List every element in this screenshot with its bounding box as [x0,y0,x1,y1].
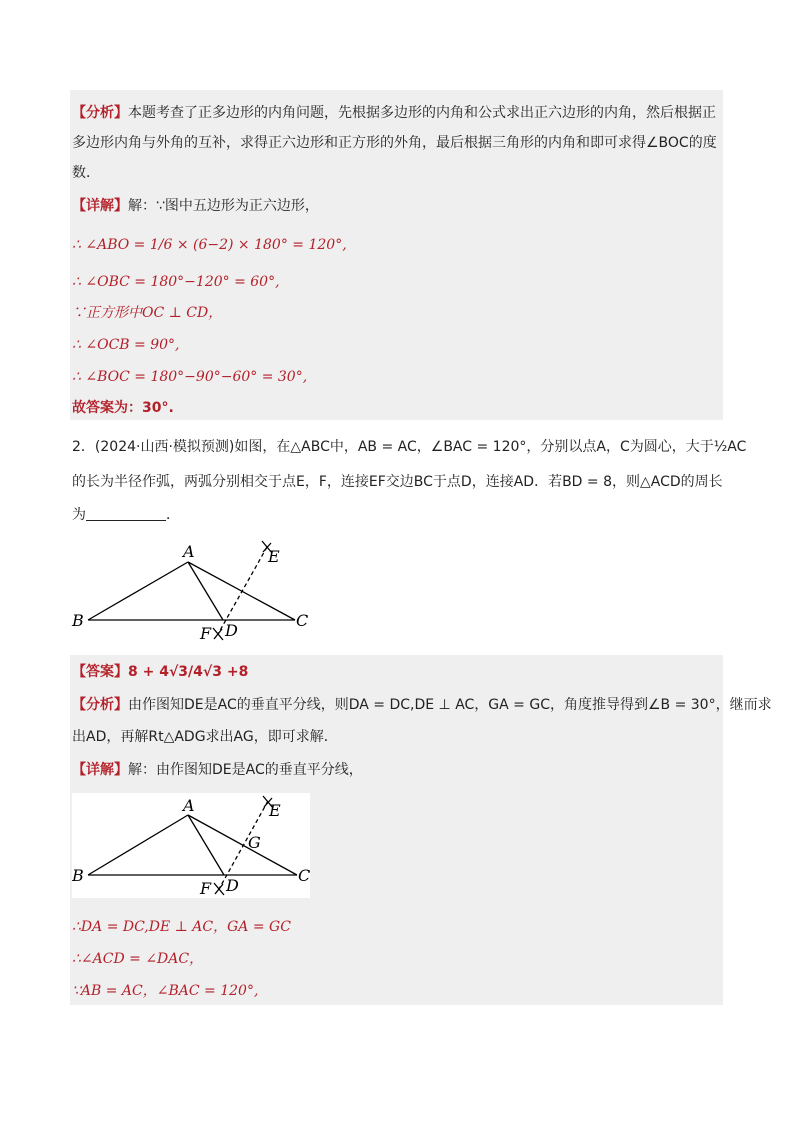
answer-blank [86,506,166,521]
detail-text: 解：∵图中五边形为正六边形， [128,198,319,214]
label-a: A [183,796,195,815]
solution-detail-tag: 【详解】 [72,762,128,778]
triangle-figure-1 [70,535,320,645]
solution-analysis-line2: 出AD，再解Rt△ADG求出AG，即可求解． [72,729,338,745]
segment-ab [88,562,188,620]
solution-analysis-tag: 【分析】 [72,697,128,713]
prev-step-4: ∴ ∠OCB = 90°, [72,337,180,353]
question-number: 2． [72,439,95,455]
label-e: E [269,801,281,820]
question-line2: 的长为半径作弧，两弧分别相交于点E，F，连接EF交边BC于点D，连接AD．若BD = 8，则△ACD的周长 [72,474,723,490]
solution-detail-line [72,760,363,780]
segment-ab [88,815,188,875]
prev-analysis-line2: 多边形内角与外角的互补，求得正六边形和正方形的外角，最后根据三角形的内角和即可求得∠BOC的度 [72,135,717,151]
triangle-figure-2 [72,793,310,898]
label-b: B [72,866,84,885]
prev-answer-line: 故答案为：30°. [72,400,174,416]
question-prefix: 为 [72,507,86,523]
label-f: F [200,624,212,643]
prev-analysis-line3: 数． [72,165,100,181]
solution-step-1: ∴DA = DC,DE ⊥ AC，GA = GC [72,919,291,935]
prev-step-5: ∴ ∠BOC = 180°−90°−60° = 30°, [72,369,308,385]
label-c: C [298,866,310,885]
solution-analysis-line1 [72,695,772,715]
label-a: A [183,542,195,561]
answer-line [72,662,248,682]
label-d: D [226,876,239,895]
prev-step-1: ∴ ∠ABO = 1/6 × (6−2) × 180° = 120°, [72,237,347,253]
solution-detail-text: 解：由作图知DE是AC的垂直平分线， [128,762,363,778]
prev-analysis-line1 [72,103,716,123]
solution-step-2: ∴∠ACD = ∠DAC， [72,951,204,967]
prev-step-3: ∵正方形中OC ⊥ CD， [72,305,223,321]
question-line1 [72,437,746,457]
answer-tag: 【答案】 [72,664,128,680]
label-g: G [248,833,261,852]
solution-analysis-text: 由作图知DE是AC的垂直平分线，则DA = DC,DE ⊥ AC，GA = GC，角度推导得到∠B = 30°，继而求 [128,697,772,713]
detail-tag: 【详解】 [72,198,128,214]
question-line3 [72,505,180,525]
solution-step-3: ∵AB = AC，∠BAC = 120°, [72,983,259,999]
analysis-tag: 【分析】 [72,105,128,121]
question-text-1: 如图，在△ABC中，AB = AC，∠BAC = 120°，分别以点A，C为圆心，大于½AC [234,439,747,455]
label-f: F [200,879,212,898]
answer-value: 8 + 4√3/4√3 +8 [128,664,249,680]
segment-ad [188,815,224,875]
label-d: D [225,621,238,640]
prev-step-2: ∴ ∠OBC = 180°−120° = 60°, [72,274,280,290]
prev-detail-line [72,196,319,216]
question-suffix: ． [166,507,180,523]
segment-ac [188,815,297,875]
question-source: (2024·山西·模拟预测) [94,439,235,455]
label-b: B [72,611,84,630]
analysis-text: 本题考查了正多边形的内角问题，先根据多边形的内角和公式求出正六边形的内角，然后根据正 [128,105,716,121]
label-e: E [268,547,280,566]
label-c: C [296,611,309,630]
segment-ad [188,562,223,620]
